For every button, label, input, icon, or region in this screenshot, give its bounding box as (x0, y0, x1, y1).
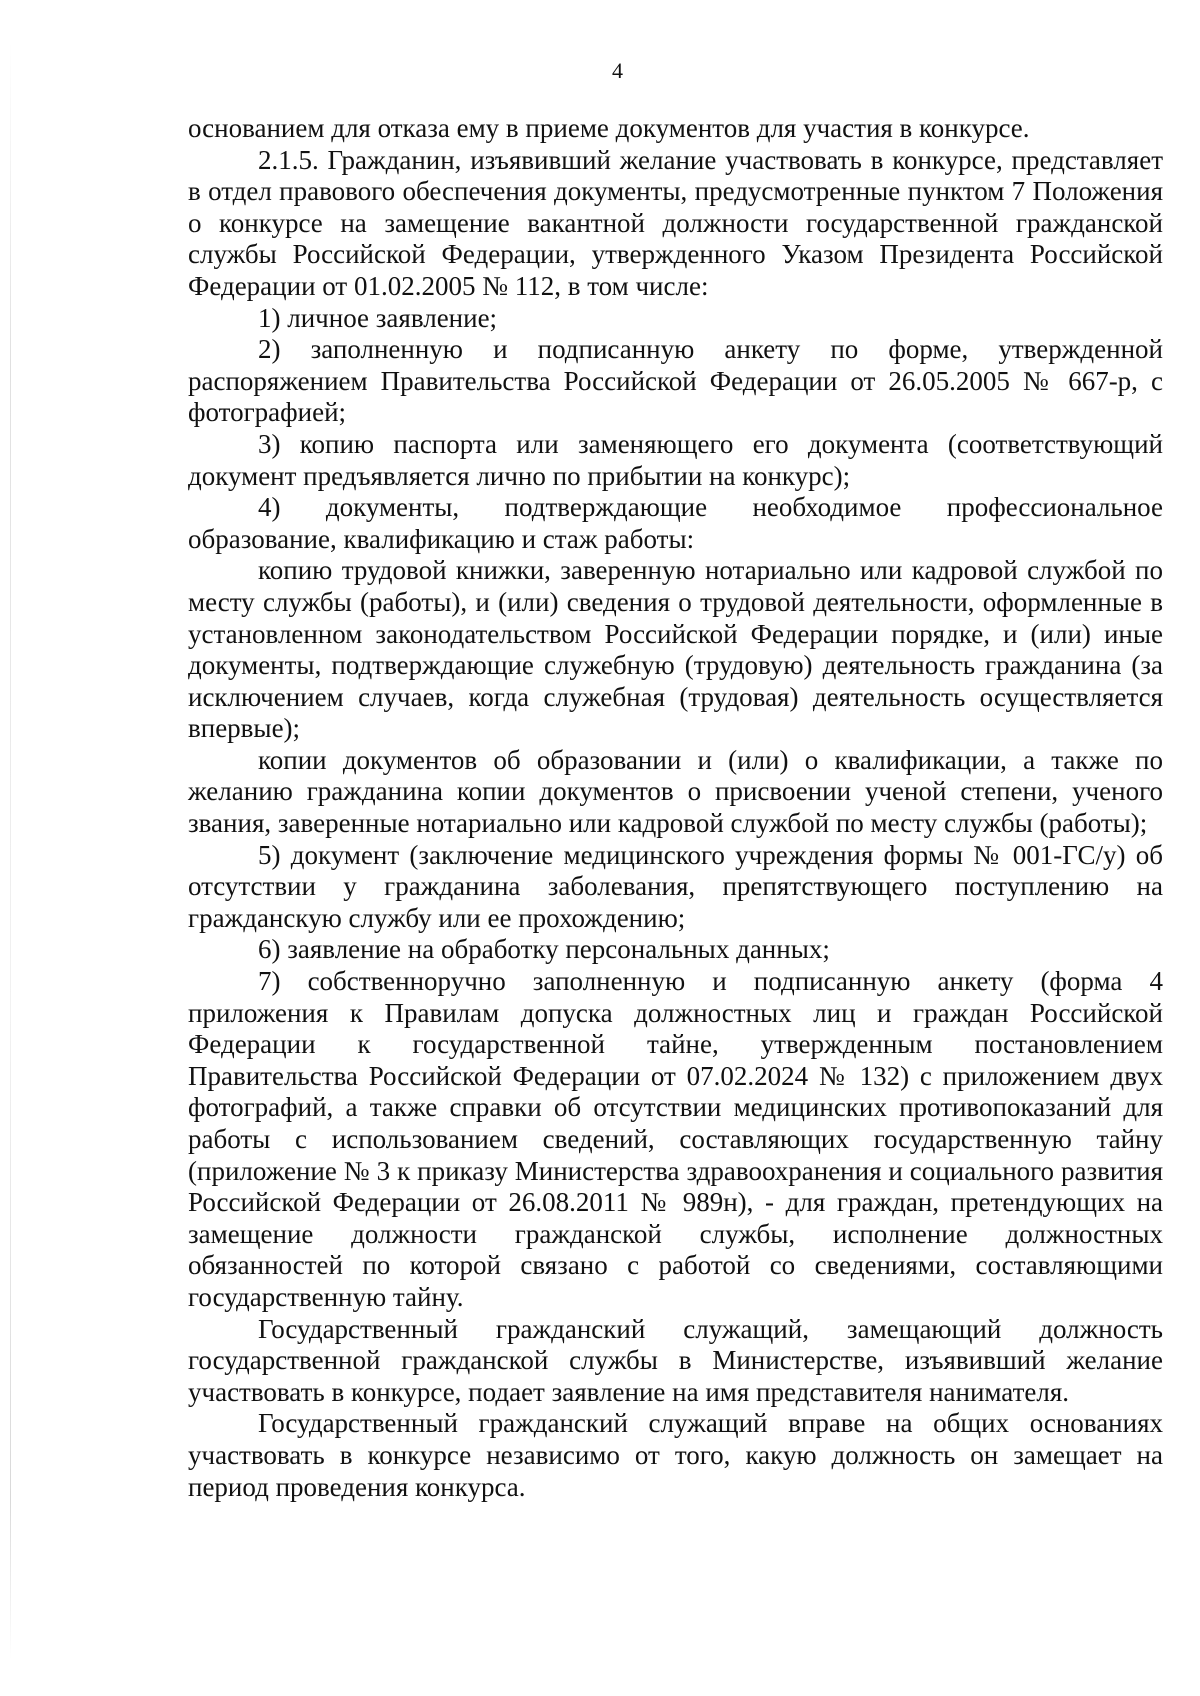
list-item-4-sub-1: копию трудовой книжки, заверенную нотариально или кадровой службой по месту службы (работы), и (или) сведения о трудовой деятельности, оформленные в установленном законодательством Российской Федерации порядке, и (или) иные документы, подтверждающие служебную (трудовую) деятельность гражданина (за исключением случаев, когда служебная (трудовая) деятельность осуществляется впервые); (188, 555, 1163, 744)
page-number: 4 (612, 58, 623, 83)
scan-edge-shadow (10, 40, 11, 1660)
paragraph-continuation: основанием для отказа ему в приеме документов для участия в конкурсе. (188, 113, 1030, 143)
list-item-4: 4) документы, подтверждающие необходимое профессиональное образование, квалификацию и стаж работы: (188, 492, 1163, 554)
list-item-7: 7) собственноручно заполненную и подписанную анкету (форма 4 приложения к Правилам допуска должностных лиц и граждан Российской Федерации к государственной тайне, утвержденным постановлением Правительства Российской Федерации от 07.02.2024 № 132) с приложением двух фотографий, а также справки об отсутствии медицинских противопоказаний для работы с использованием сведений, составляющих государственную тайну (приложение № 3 к приказу Министерства здравоохранения и социального развития Российской Федерации от 26.08.2011 № 989н), - для граждан, претендующих на замещение должности гражданской службы, исполнение должностных обязанностей по которой связано с работой со сведениями, составляющими государственную тайну. (188, 966, 1163, 1312)
list-item-2: 2) заполненную и подписанную анкету по форме, утвержденной распоряжением Правительства Российской Федерации от 26.05.2005 № 667-р, с фотографией; (188, 334, 1163, 428)
paragraph-civil-servant-right: Государственный гражданский служащий вправе на общих основаниях участвовать в конкурсе независимо от того, какую должность он замещает на период проведения конкурса. (188, 1408, 1163, 1502)
list-item-3: 3) копию паспорта или заменяющего его документа (соответствующий документ предъявляется лично по прибытии на конкурс); (188, 428, 1163, 491)
list-item-6: 6) заявление на обработку персональных данных; (258, 934, 830, 965)
list-item-4-sub-2: копии документов об образовании и (или) о квалификации, а также по желанию гражданина копии документов о присвоении ученой степени, ученого звания, заверенные нотариально или кадровой службой по месту службы (работы); (188, 744, 1163, 839)
paragraph-clause-2-1-5: 2.1.5. Гражданин, изъявивший желание участвовать в конкурсе, представляет в отдел правового обеспечения документы, предусмотренные пунктом 7 Положения о конкурсе на замещение вакантной должности государственной гражданской службы Российской Федерации, утвержденного Указом Президента Российской Федерации от 01.02.2005 № 112, в том числе: (188, 144, 1163, 301)
list-item-5: 5) документ (заключение медицинского учреждения формы № 001-ГС/у) об отсутствии у гражданина заболевания, препятствующего поступлению на гражданскую службу или ее прохождению; (188, 839, 1163, 933)
paragraph-civil-servant-application: Государственный гражданский служащий, замещающий должность государственной гражданской службы в Министерстве, изъявивший желание участвовать в конкурсе, подает заявление на имя представителя нанимателя. (188, 1313, 1163, 1407)
list-item-1: 1) личное заявление; (258, 302, 498, 333)
document-body (188, 113, 1163, 1503)
